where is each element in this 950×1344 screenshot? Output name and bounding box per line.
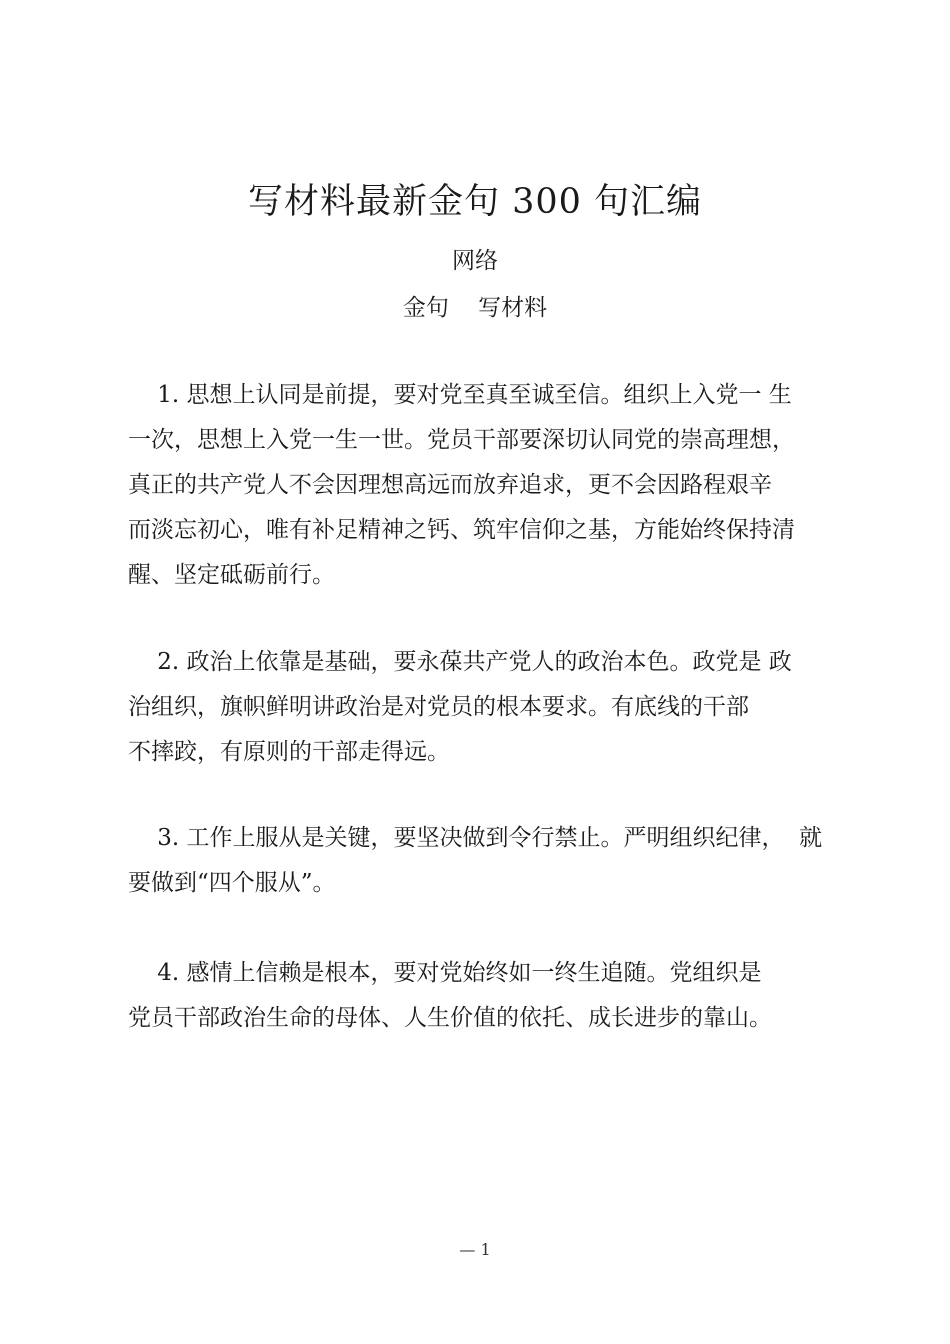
paragraph-1 <box>128 373 838 598</box>
paragraph-line: 醒、坚定砥砺前行。 <box>128 562 335 588</box>
paragraph-line: 党员干部政治生命的母体、人生价值的依托、成长进步的靠山。 <box>128 1005 772 1031</box>
paragraph-line: 3. 工作上服从是关键，要坚决做到令行禁止。严明组织纪律， 就 <box>128 825 823 851</box>
paragraph-2 <box>128 640 838 775</box>
paragraph-line: 真正的共产党人不会因理想高远而放弃追求，更不会因路程艰辛 <box>128 472 772 498</box>
paragraph-line: 2. 政治上依靠是基础，要永葆共产党人的政治本色。政党是 政 <box>128 649 792 675</box>
paragraph-line: 而淡忘初心，唯有补足精神之钙、筑牢信仰之基，方能始终保持清 <box>128 517 795 543</box>
paragraph-line: 不摔跤，有原则的干部走得远。 <box>128 739 450 765</box>
paragraph-4 <box>128 951 838 1041</box>
paragraph-3 <box>128 816 838 906</box>
document-author: 网络 <box>452 248 498 274</box>
page-number: — 1 <box>459 1240 491 1259</box>
paragraph-line: 要做到“四个服从”。 <box>128 870 336 896</box>
paragraph-line: 治组织，旗帜鲜明讲政治是对党员的根本要求。有底线的干部 <box>128 694 749 720</box>
paragraph-line: 一次，思想上入党一生一世。党员干部要深切认同党的崇高理想， <box>128 427 795 453</box>
paragraph-line: 4. 感情上信赖是根本，要对党始终如一终生追随。党组织是 <box>128 960 762 986</box>
document-keywords: 金句 写材料 <box>402 295 548 321</box>
paragraph-line: 1. 思想上认同是前提，要对党至真至诚至信。组织上入党一 生 <box>128 382 792 408</box>
document-title: 写材料最新金句 300 句汇编 <box>247 182 703 222</box>
